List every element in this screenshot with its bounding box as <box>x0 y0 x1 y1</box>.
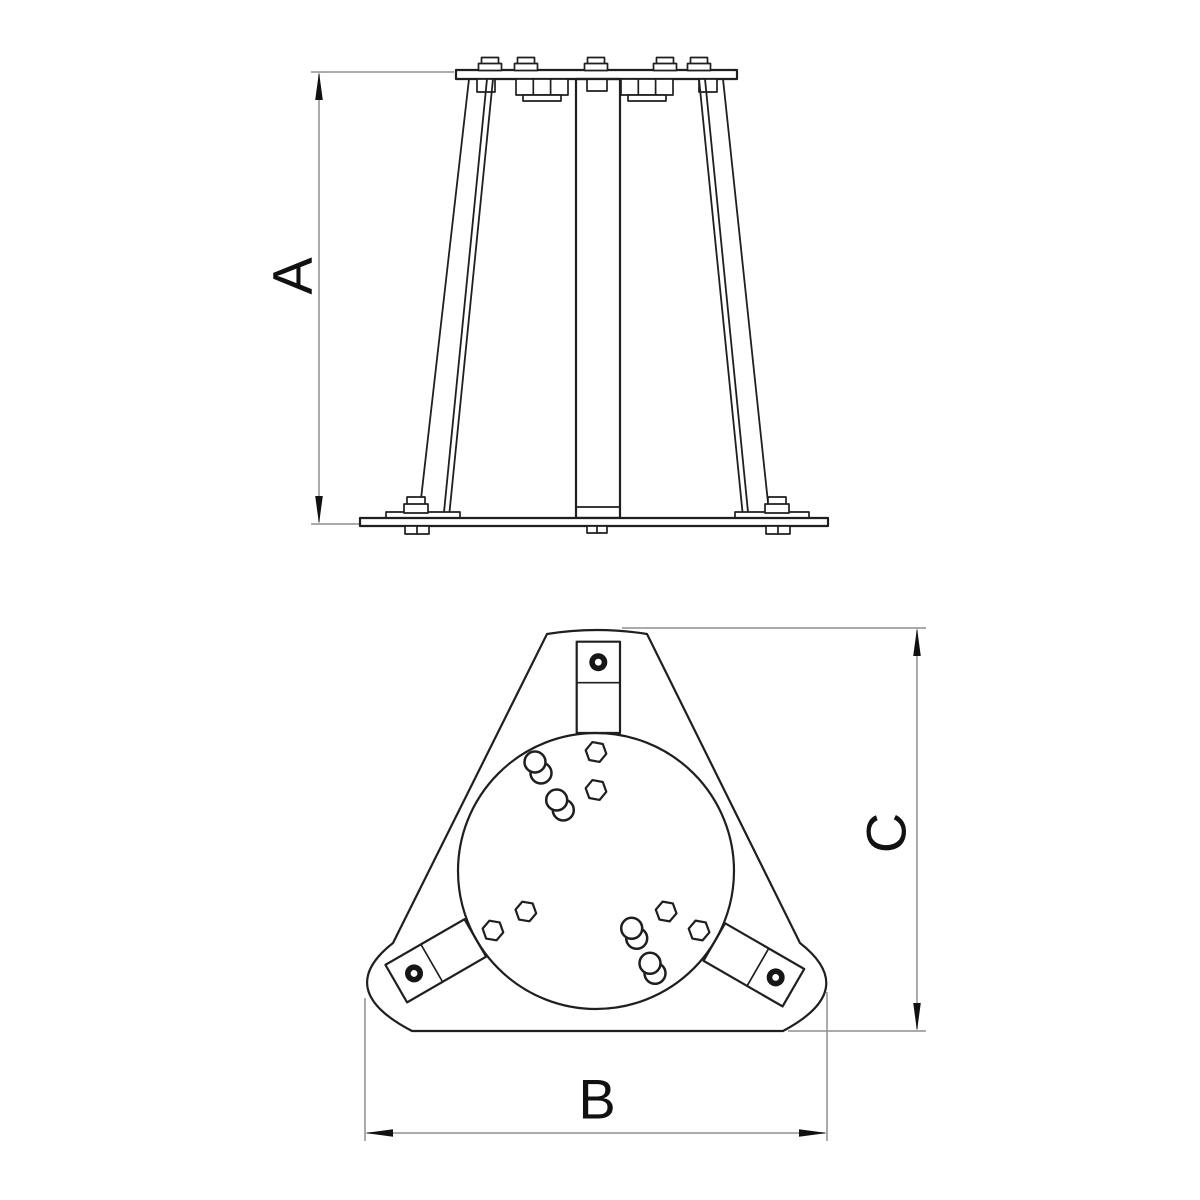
under-plate-nuts <box>477 79 717 101</box>
nut-leg-right <box>699 79 717 92</box>
hex-holes <box>479 742 713 944</box>
base-plate <box>360 518 828 526</box>
dim-arrow-up-icon <box>315 72 323 100</box>
dim-c-label: C <box>854 812 918 854</box>
bolt-icon <box>688 58 711 71</box>
nut-icon <box>766 526 790 534</box>
center-column <box>576 79 620 518</box>
top-plate-bolts <box>479 58 711 71</box>
nut-icon <box>587 526 607 533</box>
plan-view <box>365 628 926 1141</box>
bolt-pair-icon <box>525 752 552 784</box>
dim-a-label: A <box>260 257 324 295</box>
under-base-nuts <box>405 526 790 534</box>
bolt-pair-icon <box>640 953 666 984</box>
side-elevation-view <box>261 58 829 535</box>
bolt-icon <box>515 58 538 71</box>
leg-right <box>699 79 769 512</box>
leg-bracket-left <box>385 919 486 1002</box>
dim-arrow-up-icon <box>913 628 921 656</box>
bolt-icon <box>654 58 677 71</box>
leg-left <box>420 79 494 512</box>
nut-cluster-right <box>621 79 673 101</box>
dim-b-label: B <box>578 1067 616 1131</box>
dim-arrow-right-icon <box>799 1129 827 1137</box>
foot-left <box>386 497 460 518</box>
bolt-icon <box>585 58 608 71</box>
pier-top-circle <box>458 733 734 1009</box>
bolt-icon <box>479 58 502 71</box>
bolt-pair-icon <box>621 918 647 949</box>
dim-arrow-left-icon <box>365 1129 393 1137</box>
bolt-pair-icon <box>546 790 574 821</box>
dim-arrow-down-icon <box>913 1003 921 1031</box>
dim-arrow-down-icon <box>315 496 323 524</box>
nut-cluster-left <box>516 79 568 101</box>
leg-bracket-right <box>704 923 805 1006</box>
leg-bracket-top <box>577 642 620 733</box>
dimension-b <box>365 992 827 1141</box>
nut-center <box>587 79 607 91</box>
nut-icon <box>405 526 429 534</box>
